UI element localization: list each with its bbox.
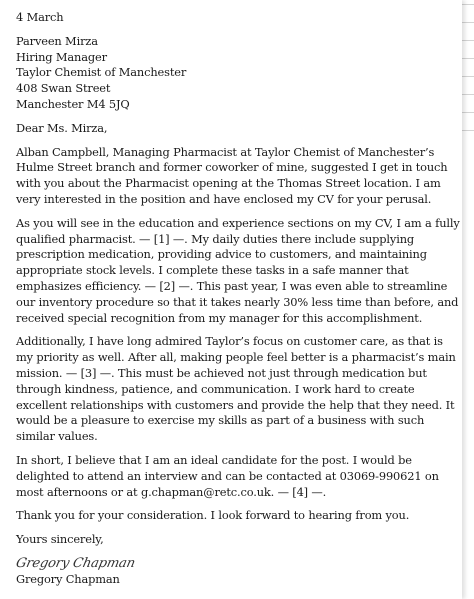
recipient-city: Manchester M4 5JQ [16,96,130,111]
paragraph-2: As you will see in the education and experience sections on my CV, I am a fully qualified pharmacist. — [1] —. My daily duties there include supplying prescription medication, providing advice to customers, and maintaining appropriate stock levels. I complete these tasks in a safe manner that emphasizes efficiency. — [2] —. This past year, I was even able to streamline our inventory procedure so that it takes nearly 30% less time than before, and received special recognition from my manager for this accomplishment. [16,215,460,325]
recipient-street: 408 Swan Street [16,81,111,96]
sender-name: Gregory Chapman [16,571,120,586]
paragraph-3: Additionally, I have long admired Taylor’s focus on customer care, as that is my priority as well. After all, making people feel better is a pharmacist’s main mission. — [3] —. This must be achieved not just through medication but through kindness, patience, and communication. I work hard to create excellent relationships with customers and provide the help that they need. It would be a pleasure to exercise my skills as part of a business with such similar values. [16,334,456,444]
handwritten-signature: Gregory Chapman [14,555,137,571]
paragraph-1: Alban Campbell, Managing Pharmacist at Taylor Chemist of Manchester’s Hulme Street branch and former coworker of mine, suggested I get in touch with you about the Pharmacist opening at the Thomas Street location. I am very interested in the position and have enclosed my CV for your perusal. [16,144,448,206]
letter-date: 4 March [16,10,64,24]
recipient-title: Hiring Manager [16,49,107,64]
recipient-address [16,34,460,113]
paragraph-4: In short, I believe that I am an ideal candidate for the post. I would be delighted to attend an interview and can be contacted at 03069-990621 on most afternoons or at g.chapman@retc.co.uk. — [4] —. [16,452,439,499]
recipient-name: Parveen Mirza [16,33,98,48]
closing: Yours sincerely, [16,532,104,547]
salutation: Dear Ms. Mirza, [16,120,108,135]
paragraph-5: Thank you for your consideration. I look forward to hearing from you. [16,508,410,523]
recipient-company: Taylor Chemist of Manchester [16,65,187,80]
letter-body [16,10,460,588]
